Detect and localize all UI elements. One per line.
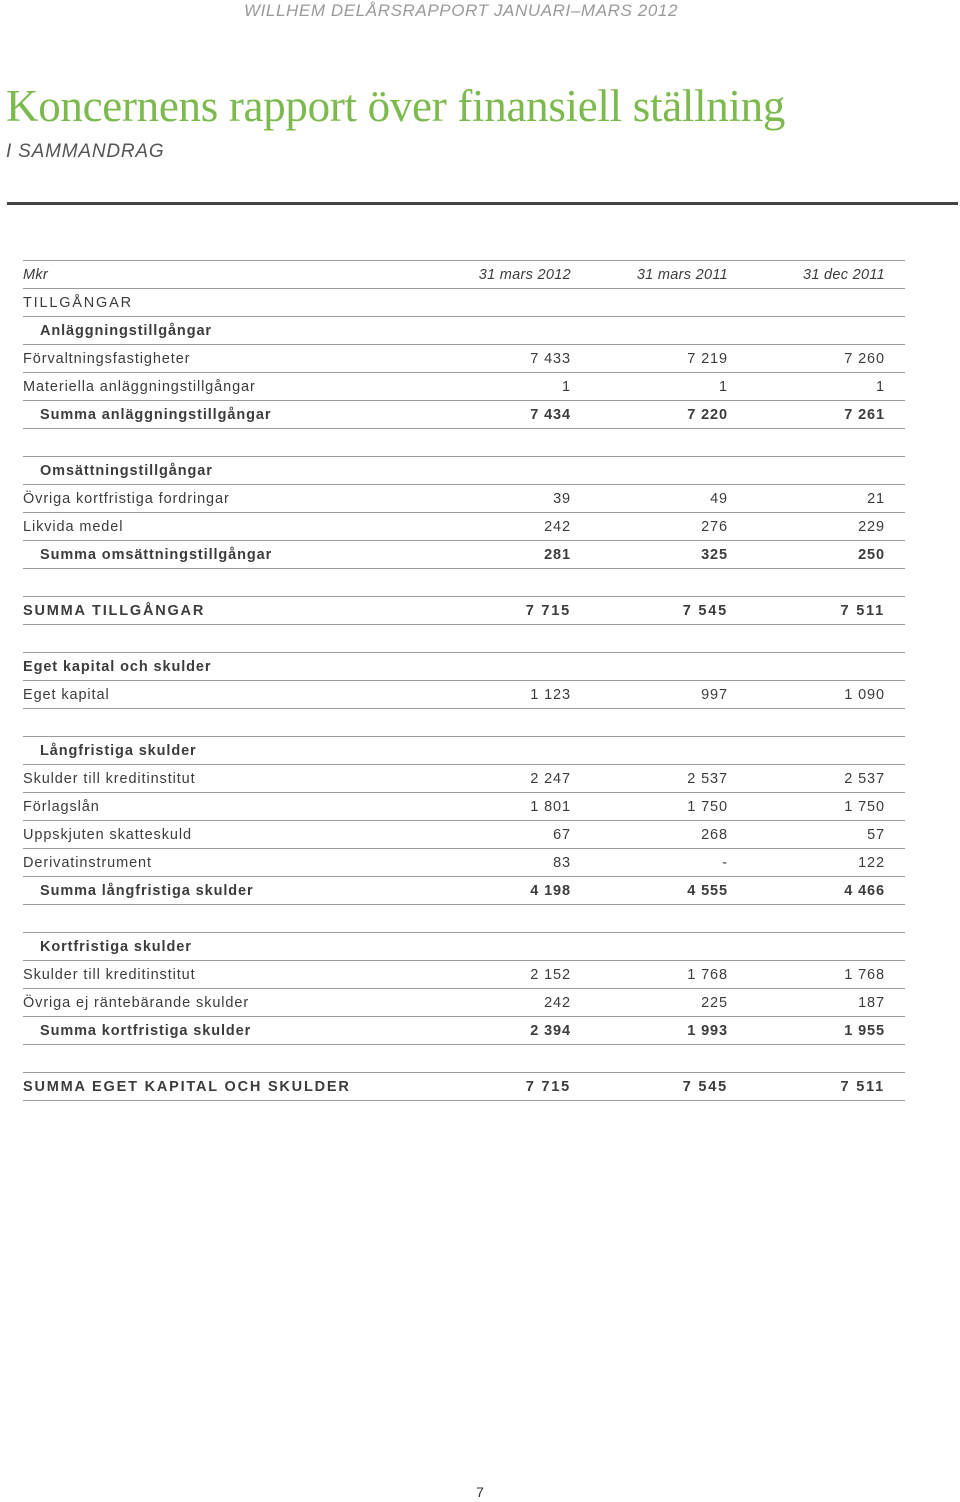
row-value-col-2: 268 [701, 827, 728, 843]
row-value-col-3: 2 537 [844, 771, 885, 787]
subtotal-row [23, 877, 905, 905]
spacer-row [23, 905, 905, 933]
spacer-row [23, 569, 905, 597]
row-label: Förvaltningsfastigheter [23, 351, 191, 367]
table-row [23, 961, 905, 989]
row-value-col-2: 276 [701, 519, 728, 535]
row-label: Förlagslån [23, 799, 100, 815]
row-value-col-1: 2 247 [530, 771, 571, 787]
spacer-row [23, 625, 905, 653]
subtotal-row [23, 541, 905, 569]
row-value-col-3: 229 [858, 519, 885, 535]
row-value-col-2: - [722, 855, 728, 871]
table-row [23, 793, 905, 821]
section-heading-row [23, 289, 905, 317]
row-value-col-2: 1 993 [687, 1023, 728, 1039]
row-label: Eget kapital och skulder [23, 659, 212, 675]
row-value-col-3: 1 955 [844, 1023, 885, 1039]
row-value-col-2: 1 768 [687, 967, 728, 983]
row-value-col-2: 7 219 [687, 351, 728, 367]
running-head: WILLHEM DELÅRSRAPPORT JANUARI–MARS 2012 [243, 1, 678, 20]
section-heading-row [23, 653, 905, 681]
row-value-col-1: 7 715 [525, 1079, 571, 1095]
row-value-col-1: 7 715 [525, 603, 571, 619]
row-value-col-1: 7 433 [530, 351, 571, 367]
page-subtitle: I SAMMANDRAG [6, 141, 165, 162]
title-rule [7, 202, 958, 205]
row-value-col-1: 1 801 [530, 799, 571, 815]
row-value-col-2: 325 [701, 547, 728, 563]
table-row [23, 849, 905, 877]
row-value-col-3: 21 [867, 491, 885, 507]
table-row [23, 989, 905, 1017]
row-label: Övriga ej räntebärande skulder [23, 995, 250, 1011]
row-value-col-2: 1 750 [687, 799, 728, 815]
header-col-3: 31 dec 2011 [802, 267, 885, 283]
subsection-heading-row [23, 737, 905, 765]
spacer-row [23, 1045, 905, 1073]
row-value-col-3: 1 768 [844, 967, 885, 983]
table-row [23, 765, 905, 793]
spacer-row [23, 709, 905, 737]
total-row [23, 597, 905, 625]
row-value-col-1: 4 198 [530, 883, 571, 899]
row-label: Skulder till kreditinstitut [23, 771, 196, 787]
row-value-col-1: 242 [544, 995, 571, 1011]
row-value-col-3: 7 260 [844, 351, 885, 367]
table-row [23, 485, 905, 513]
row-value-col-3: 7 511 [840, 603, 885, 619]
row-label: Likvida medel [23, 519, 124, 535]
row-label: Långfristiga skulder [40, 743, 197, 759]
row-value-col-2: 49 [710, 491, 728, 507]
row-value-col-2: 7 220 [687, 407, 728, 423]
subtotal-row [23, 1017, 905, 1045]
row-label: Anläggningstillgångar [40, 323, 212, 339]
row-label: Omsättningstillgångar [40, 463, 213, 479]
row-value-col-3: 187 [858, 995, 885, 1011]
row-value-col-1: 2 394 [530, 1023, 571, 1039]
row-value-col-3: 57 [867, 827, 885, 843]
row-value-col-1: 281 [544, 547, 571, 563]
row-value-col-1: 39 [553, 491, 571, 507]
row-value-col-2: 7 545 [682, 1079, 728, 1095]
row-label: Summa långfristiga skulder [40, 883, 254, 899]
row-value-col-3: 1 090 [844, 687, 885, 703]
balance-sheet-table [23, 260, 905, 1101]
row-value-col-2: 1 [719, 379, 728, 395]
row-value-col-1: 67 [553, 827, 571, 843]
table-header-row [23, 261, 905, 289]
row-label: TILLGÅNGAR [23, 295, 133, 311]
row-value-col-1: 7 434 [530, 407, 571, 423]
header-unit: Mkr [23, 267, 49, 283]
table-row [23, 373, 905, 401]
table-row [23, 681, 905, 709]
table-row [23, 513, 905, 541]
total-row [23, 1073, 905, 1101]
subsection-heading-row [23, 933, 905, 961]
row-label: SUMMA EGET KAPITAL OCH SKULDER [23, 1079, 351, 1095]
row-value-col-3: 4 466 [844, 883, 885, 899]
row-label: Summa anläggningstillgångar [40, 407, 272, 423]
header-col-1: 31 mars 2012 [478, 267, 571, 283]
table-row [23, 821, 905, 849]
row-value-col-1: 242 [544, 519, 571, 535]
row-label: Eget kapital [23, 687, 110, 703]
row-value-col-1: 2 152 [530, 967, 571, 983]
row-label: Summa omsättningstillgångar [40, 547, 273, 563]
subsection-heading-row [23, 457, 905, 485]
row-value-col-3: 1 750 [844, 799, 885, 815]
row-label: Derivatinstrument [23, 855, 152, 871]
row-value-col-2: 4 555 [687, 883, 728, 899]
row-label: Kortfristiga skulder [40, 939, 192, 955]
row-label: Summa kortfristiga skulder [40, 1023, 252, 1039]
subtotal-row [23, 401, 905, 429]
row-value-col-2: 225 [701, 995, 728, 1011]
row-value-col-2: 7 545 [682, 603, 728, 619]
row-value-col-1: 1 [562, 379, 571, 395]
row-label: Uppskjuten skatteskuld [23, 827, 192, 843]
row-label: Materiella anläggningstillgångar [23, 379, 256, 395]
row-value-col-3: 122 [858, 855, 885, 871]
row-label: SUMMA TILLGÅNGAR [23, 603, 206, 619]
row-value-col-3: 7 261 [844, 407, 885, 423]
row-value-col-1: 1 123 [530, 687, 571, 703]
page-number: 7 [476, 1484, 484, 1500]
row-value-col-2: 2 537 [687, 771, 728, 787]
row-value-col-3: 7 511 [840, 1079, 885, 1095]
table-row [23, 345, 905, 373]
row-label: Övriga kortfristiga fordringar [23, 491, 230, 507]
row-value-col-3: 250 [858, 547, 885, 563]
row-value-col-1: 83 [553, 855, 571, 871]
row-value-col-2: 997 [701, 687, 728, 703]
page-title: Koncernens rapport över finansiell ställning [6, 81, 786, 131]
row-value-col-3: 1 [876, 379, 885, 395]
row-label: Skulder till kreditinstitut [23, 967, 196, 983]
subsection-heading-row [23, 317, 905, 345]
header-col-2: 31 mars 2011 [636, 267, 728, 283]
spacer-row [23, 429, 905, 457]
